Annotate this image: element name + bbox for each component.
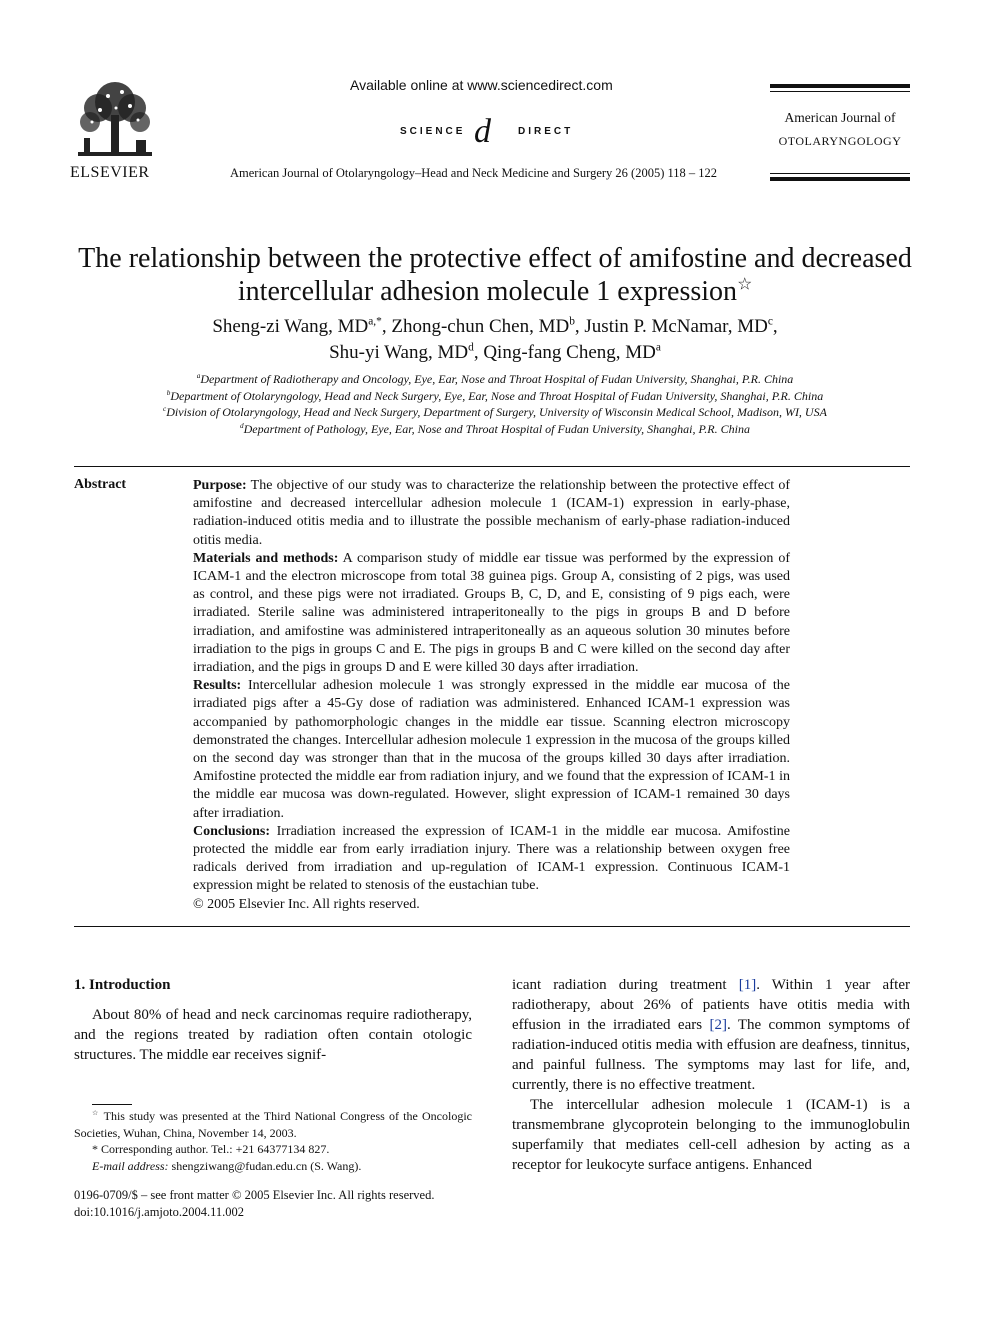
citation-link[interactable]: [1]: [738, 977, 757, 993]
journal-title-line2: OTOLARYNGOLOGY: [778, 134, 902, 148]
affiliations: [60, 371, 930, 437]
footnote-corr-mark: *: [92, 1142, 98, 1156]
footnote-text: Corresponding author. Tel.: +21 64377134 827.: [98, 1142, 330, 1156]
elsevier-logo: [70, 80, 165, 182]
footnote-text: This study was presented at the Third National Congress of the Oncologic Societies, Wuhan, China, November 14, 2003.: [74, 1109, 473, 1140]
affiliation-item: [60, 404, 930, 421]
journal-rule-top-thin: [770, 91, 910, 92]
issn-line: 0196-0709/$ – see front matter © 2005 Elsevier Inc. All rights reserved.: [74, 1188, 435, 1202]
footnote-item: [74, 1141, 472, 1158]
abstract-section-text: A comparison study of middle ear tissue was performed by the expression of ICAM-1 and the electron microscope from total 38 guinea pigs. Group A, consisting of 2 pigs, was used as control, and these pigs were not irradiated. Groups B, C, D, and E, consisting of 9 pigs each, were irradiated. Sterile saline was administered intraperitoneally to the pigs in groups B and D before irradiation, and amifostine was administered intraperitoneally as an aqueous solution 30 minutes before irradiation to the pigs in groups C and E. The pigs in groups B and C were killed on the second day after irradiation, and the pigs in groups D and E were killed 30 days after irradiation.: [193, 550, 790, 676]
journal-title-line1: American Journal of: [784, 110, 896, 125]
author-separator: ,: [574, 316, 585, 337]
footnote-rule: [92, 1104, 132, 1105]
section-heading-introduction: 1. Introduction: [74, 977, 171, 993]
body-paragraph: [512, 975, 910, 1095]
abstract-section: [193, 677, 790, 823]
journal-rule-bottom-thin: [770, 173, 910, 174]
footnotes: [74, 1108, 472, 1174]
body-paragraph: The intercellular adhesion molecule 1 (ICAM-1) is a transmembrane glycoprotein belonging to the immunoglobulin superfamily that mediates cell-cell adhesion by acting as a receptor for leukocyte surface antigens. Enhanced: [512, 1097, 910, 1173]
journal-rule-bottom: [770, 177, 910, 181]
abstract-section: [193, 477, 790, 550]
citation-link[interactable]: [2]: [709, 1017, 727, 1033]
abstract-section-head: Results:: [193, 678, 242, 694]
author-affil-sup: c: [767, 315, 773, 328]
corresponding-mark[interactable]: *: [376, 315, 382, 328]
affiliation-sup: b: [166, 388, 171, 397]
author-name: Zhong-chun Chen, MD: [391, 316, 570, 337]
affiliation-item: [60, 388, 930, 405]
abstract-section: [193, 550, 790, 677]
footnote-star-mark: ☆: [92, 1109, 100, 1117]
abstract-copyright: © 2005 Elsevier Inc. All rights reserved.: [193, 896, 420, 912]
email-label: E-mail address:: [92, 1158, 169, 1173]
abstract-rule-bottom: [74, 926, 910, 927]
article-title-text: The relationship between the protective effect of amifostine and decreased intercellular adhesion molecule 1 expression: [78, 243, 912, 307]
sd-right-text: DIRECT: [518, 126, 574, 137]
affiliation-text: Division of Otolaryngology, Head and Neck Surgery, Department of Surgery, University of Wisconsin Medical School, Madison, WI, USA: [166, 405, 827, 419]
abstract-section-text: Intercellular adhesion molecule 1 was strongly expressed in the middle ear mucosa of the irradiated pigs after a 45-Gy dose of radiation was administered. Enhanced ICAM-1 expression was accompanied by pathomorphologic changes in the middle ear tissue. Scanning electron microscopy demonstrated the changes. Intercellular adhesion molecule 1 expression in the mucosa of the groups killed on the second day was stronger than that in the mucosa of the groups killed 30 days after irradiation. Amifostine protected the middle ear from radiation injury, and we found that the expression of ICAM-1 in the middle ear mucosa was down-regulated. However, slight expression of ICAM-1 remained 30 days after irradiation.: [193, 678, 790, 821]
body-text: . Within 1 year after radiotherapy, about 26% of patients have otitis media with effusion in the irradiated ears: [512, 977, 910, 1033]
title-footnote-mark[interactable]: ☆: [737, 274, 753, 294]
body-column-left: [74, 975, 472, 1065]
abstract-section-text: Irradiation increased the expression of ICAM-1 in the middle ear mucosa. Amifostine protected the middle ear from early irradiation injury. There was a relationship between oxygen free radicals derived from irradiation and up-regulation of ICAM-1 expression. Continuous ICAM-1 expression might be related to stenosis of the eustachian tube.: [193, 823, 790, 894]
sd-left-text: SCIENCE: [400, 126, 466, 137]
email-address[interactable]: shengziwang@fudan.edu.cn (S. Wang).: [168, 1158, 362, 1173]
author-affil-sup: b: [569, 315, 575, 328]
author-name: Shu-yi Wang, MD: [329, 342, 469, 363]
affiliation-text: Department of Pathology, Eye, Ear, Nose and Throat Hospital of Fudan University, Shanghai, P.R. China: [243, 421, 750, 436]
affiliation-text: Department of Radiotherapy and Oncology, Eye, Ear, Nose and Throat Hospital of Fudan University, Shanghai, P.R. China: [200, 372, 794, 386]
author-separator: ,: [473, 342, 484, 363]
sd-d-icon: d: [474, 113, 491, 150]
doi-line[interactable]: doi:10.1016/j.amjoto.2004.11.002: [74, 1205, 245, 1219]
publisher-name: ELSEVIER: [70, 164, 150, 181]
journal-citation: American Journal of Otolaryngology–Head and Neck Medicine and Surgery 26 (2005) 118 – 122: [230, 166, 718, 180]
abstract-section: [193, 823, 790, 896]
footnote-item: [74, 1158, 472, 1175]
body-paragraph: About 80% of head and neck carcinomas require radiotherapy, and the regions treated by radiation often contain otologic structures. The middle ear receives signif-: [74, 1007, 472, 1063]
journal-rule-top: [770, 84, 910, 88]
body-text: . The common symptoms of radiation-induced otitis media with effusion are deafness, tinnitus, and painful fullness. The symptoms may last for life, and, currently, there is no effective treatment.: [512, 1017, 910, 1093]
affiliation-item: [60, 421, 930, 438]
abstract-section-head: Conclusions:: [193, 823, 271, 839]
author-list: [60, 314, 930, 366]
author-affil-sup: a: [655, 341, 661, 354]
abstract-rule-top: [74, 466, 910, 467]
author-name: Justin P. McNamar, MD: [584, 316, 768, 337]
affiliation-item: [60, 371, 930, 388]
affiliation-text: Department of Otolaryngology, Head and Neck Surgery, Eye, Ear, Nose and Throat Hospital of Fudan University, Shanghai, P.R. China: [170, 388, 824, 403]
abstract-label: Abstract: [74, 477, 127, 492]
article-title: [60, 242, 930, 308]
body-text: icant radiation during treatment: [512, 977, 739, 993]
affiliation-sup: a: [196, 372, 201, 380]
author-name: Sheng-zi Wang, MD: [212, 316, 369, 337]
author-name: Qing-fang Cheng, MD: [483, 342, 656, 363]
abstract-section-head: Materials and methods:: [193, 550, 339, 566]
available-online-line[interactable]: Available online at www.sciencedirect.com: [350, 77, 613, 93]
abstract-section-head: Purpose:: [193, 478, 247, 493]
elsevier-tree-icon: [70, 80, 160, 162]
affiliation-sup: d: [240, 421, 244, 430]
abstract-body: [193, 477, 790, 914]
footnote-item: [74, 1108, 472, 1141]
author-separator: ,: [772, 316, 778, 337]
author-affil-sup: d: [468, 341, 474, 354]
sciencedirect-logo: [400, 115, 590, 151]
author-separator: ,: [381, 316, 392, 337]
abstract-section-text: The objective of our study was to characterize the relationship between the protective effect of amifostine and decreased intercellular adhesion molecule 1 (ICAM-1) expression in early-phase, radiation-induced otitis media and to illustrate the possible mechanism of early-phase radiation-induced otitis media.: [193, 478, 790, 548]
front-matter-info: [74, 1187, 494, 1221]
author-affil-sup: a,: [368, 315, 377, 328]
body-column-right: [512, 975, 910, 1175]
affiliation-sup: c: [163, 405, 167, 413]
